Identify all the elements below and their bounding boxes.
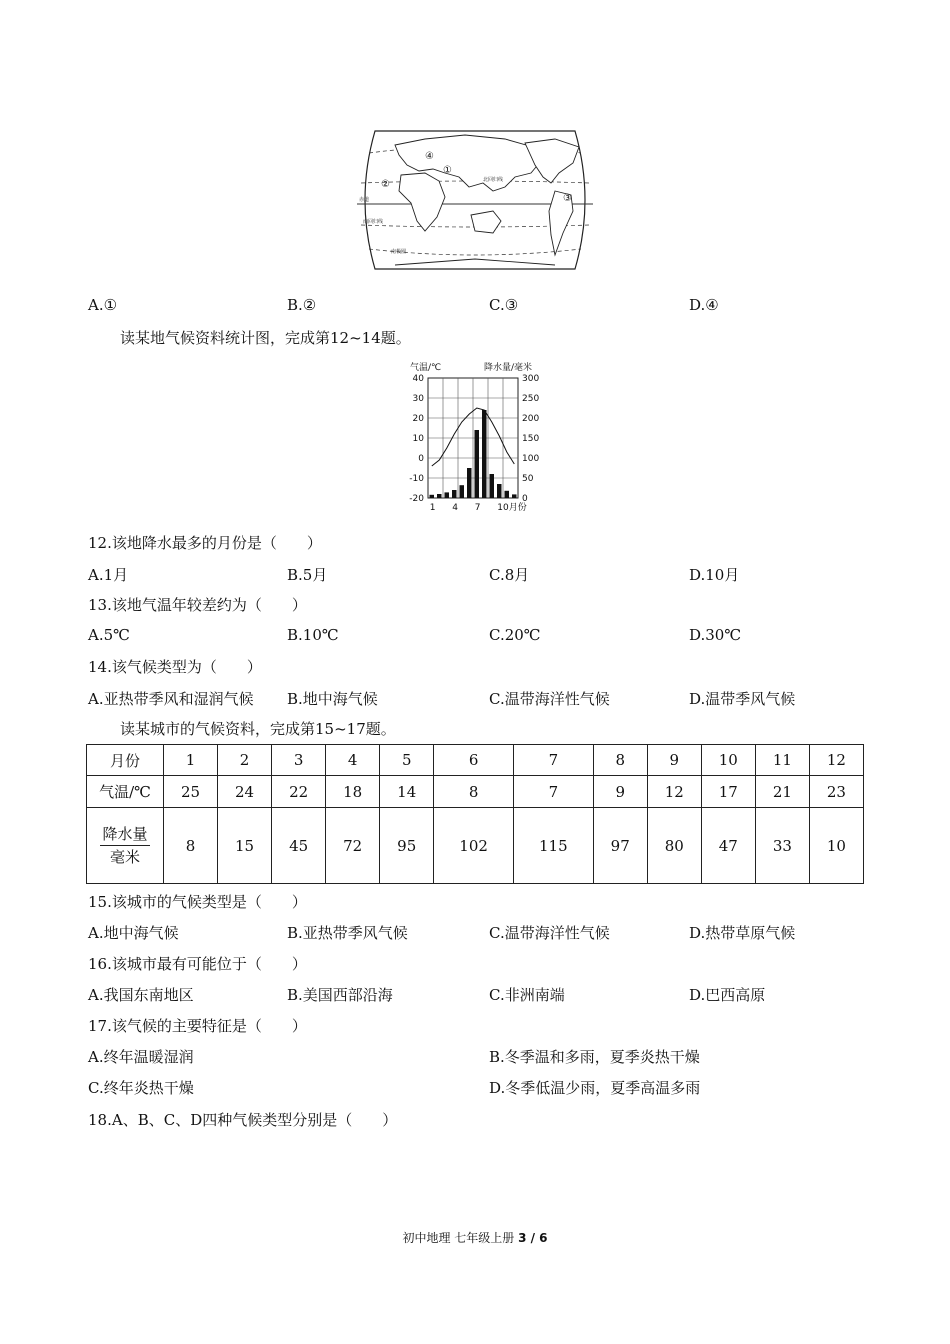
precip-label-bottom: 毫米: [109, 848, 140, 866]
chart-precip-tick: 50: [522, 474, 534, 484]
intro-15-17: 读某城市的气候资料，完成第15~17题。: [120, 720, 396, 738]
chart-precip-bar: [490, 474, 495, 498]
table-row-months: [87, 745, 864, 776]
table-cell: 14: [380, 776, 434, 808]
chart-left-axis-label: 气温/℃: [410, 363, 442, 373]
table-cell: 15: [218, 808, 272, 884]
map-marker-2: ②: [381, 179, 390, 190]
q15-option-a: A.地中海气候: [88, 924, 179, 942]
q16-option-b: B.美国西部沿海: [287, 986, 393, 1004]
chart-precip-bar: [460, 485, 465, 498]
chart-precip-bar: [475, 430, 480, 498]
table-cell: 11: [755, 745, 809, 776]
map-label-capricorn: 南回归线: [363, 219, 384, 225]
table-cell: 18: [326, 776, 380, 808]
q13-option-b: B.10℃: [287, 626, 339, 644]
q16-stem: 16.该城市最有可能位于（ ）: [88, 955, 307, 973]
q11-option-d: D.④: [689, 296, 719, 314]
table-cell: 25: [164, 776, 218, 808]
q13-option-d: D.30℃: [689, 626, 742, 644]
chart-temp-tick: 40: [412, 374, 424, 384]
q13-option-a: A.5℃: [88, 626, 130, 644]
footer-text: 初中地理 七年级上册: [402, 1231, 519, 1245]
q13-option-c: C.20℃: [489, 626, 541, 644]
q17-option-b: B.冬季温和多雨，夏季炎热干燥: [489, 1048, 700, 1066]
table-cell: 3: [272, 745, 326, 776]
map-marker-1: ①: [443, 165, 452, 176]
table-cell: 1: [164, 745, 218, 776]
table-cell: 12: [647, 776, 701, 808]
q16-option-c: C.非洲南端: [489, 986, 565, 1004]
chart-precip-bar: [437, 494, 442, 498]
table-cell: 10: [701, 745, 755, 776]
table-cell: 102: [434, 808, 514, 884]
table-cell: 7: [513, 745, 593, 776]
table-cell: 95: [380, 808, 434, 884]
q11-option-c: C.③: [489, 296, 519, 314]
q17-option-d: D.冬季低温少雨，夏季高温多雨: [489, 1079, 701, 1097]
chart-precip-tick: 200: [522, 414, 540, 424]
chart-temp-tick: -10: [409, 474, 424, 484]
table-cell: 21: [755, 776, 809, 808]
climate-table: [86, 744, 864, 884]
table-cell: 23: [809, 776, 863, 808]
chart-temp-tick: -20: [409, 494, 424, 504]
table-cell: 4: [326, 745, 380, 776]
q12-option-a: A.1月: [88, 566, 129, 584]
table-cell: 22: [272, 776, 326, 808]
q12-option-c: C.8月: [489, 566, 530, 584]
table-cell: 12: [809, 745, 863, 776]
q16-option-a: A.我国东南地区: [88, 986, 194, 1004]
chart-precip-bar: [430, 495, 435, 498]
chart-x-tick: 7: [474, 503, 481, 513]
chart-right-axis-label: 降水量/毫米: [484, 363, 533, 373]
table-cell: 47: [701, 808, 755, 884]
table-cell: 8: [434, 776, 514, 808]
chart-precip-tick: 250: [522, 394, 540, 404]
chart-x-tick: 4: [452, 503, 458, 513]
q15-option-c: C.温带海洋性气候: [489, 924, 610, 942]
q12-option-b: B.5月: [287, 566, 328, 584]
q15-stem: 15.该城市的气候类型是（ ）: [88, 893, 307, 911]
table-cell: 24: [218, 776, 272, 808]
map-label-antarctic: 南极圈: [391, 249, 407, 255]
q12-stem: 12.该地降水最多的月份是（ ）: [88, 534, 322, 552]
q14-option-a: A.亚热带季风和湿润气候: [88, 690, 254, 708]
chart-precip-tick: 150: [522, 434, 540, 444]
table-cell: 33: [755, 808, 809, 884]
table-cell: 45: [272, 808, 326, 884]
table-cell: 80: [647, 808, 701, 884]
chart-precip-bar: [482, 410, 487, 498]
chart-temp-tick: 30: [412, 394, 424, 404]
chart-precip-bar: [497, 484, 502, 498]
table-cell: 9: [593, 776, 647, 808]
q15-option-b: B.亚热带季风气候: [287, 924, 408, 942]
table-cell: 97: [593, 808, 647, 884]
map-label-cancer: 北回归线: [483, 177, 504, 183]
q17-option-c: C.终年炎热干燥: [88, 1079, 194, 1097]
chart-precip-bar: [505, 491, 510, 498]
chart-temp-tick: 10: [412, 434, 424, 444]
world-map: [355, 125, 595, 275]
table-cell: 7: [513, 776, 593, 808]
page-footer: [0, 1229, 950, 1246]
q14-option-d: D.温带季风气候: [689, 690, 796, 708]
chart-x-tick: 10月份: [497, 503, 527, 513]
precip-label-top: 降水量: [100, 823, 149, 846]
chart-precip-bar: [512, 494, 517, 498]
q11-option-a: A.①: [88, 296, 118, 314]
q17-stem: 17.该气候的主要特征是（ ）: [88, 1017, 307, 1035]
q15-option-d: D.热带草原气候: [689, 924, 796, 942]
table-cell: 72: [326, 808, 380, 884]
chart-precip-bar: [467, 468, 472, 498]
q11-option-b: B.②: [287, 296, 317, 314]
q16-option-d: D.巴西高原: [689, 986, 766, 1004]
q12-option-d: D.10月: [689, 566, 740, 584]
intro-12-14: 读某地气候资料统计图，完成第12~14题。: [120, 329, 411, 347]
table-cell: 6: [434, 745, 514, 776]
q14-stem: 14.该气候类型为（ ）: [88, 658, 262, 676]
table-cell: 8: [593, 745, 647, 776]
map-label-equator: 赤道: [359, 197, 370, 203]
q14-option-c: C.温带海洋性气候: [489, 690, 610, 708]
page-number: 3 / 6: [518, 1231, 548, 1245]
chart-precip-bar: [445, 492, 450, 498]
table-row-temperature: [87, 776, 864, 808]
table-cell: 9: [647, 745, 701, 776]
map-marker-3: ③: [563, 193, 572, 204]
chart-precip-tick: 0: [522, 494, 528, 504]
table-cell: 17: [701, 776, 755, 808]
table-header-precip: [87, 808, 164, 884]
chart-precip-tick: 100: [522, 454, 540, 464]
chart-x-tick: 1: [429, 503, 436, 513]
table-header-temp: 气温/℃: [87, 776, 164, 808]
chart-precip-bar: [452, 490, 457, 498]
q18-stem: 18.A、B、C、D四种气候类型分别是（ ）: [88, 1111, 398, 1129]
table-header-month: 月份: [87, 745, 164, 776]
table-row-precipitation: [87, 808, 864, 884]
chart-temp-tick: 20: [412, 414, 424, 424]
table-cell: 115: [513, 808, 593, 884]
q17-option-a: A.终年温暖湿润: [88, 1048, 194, 1066]
table-cell: 10: [809, 808, 863, 884]
q13-stem: 13.该地气温年较差约为（ ）: [88, 596, 307, 614]
chart-temp-tick: 0: [418, 454, 424, 464]
map-marker-4: ④: [425, 151, 434, 162]
table-cell: 8: [164, 808, 218, 884]
q14-option-b: B.地中海气候: [287, 690, 378, 708]
table-cell: 2: [218, 745, 272, 776]
chart-precip-tick: 300: [522, 374, 540, 384]
table-cell: 5: [380, 745, 434, 776]
climate-chart: [400, 360, 550, 515]
